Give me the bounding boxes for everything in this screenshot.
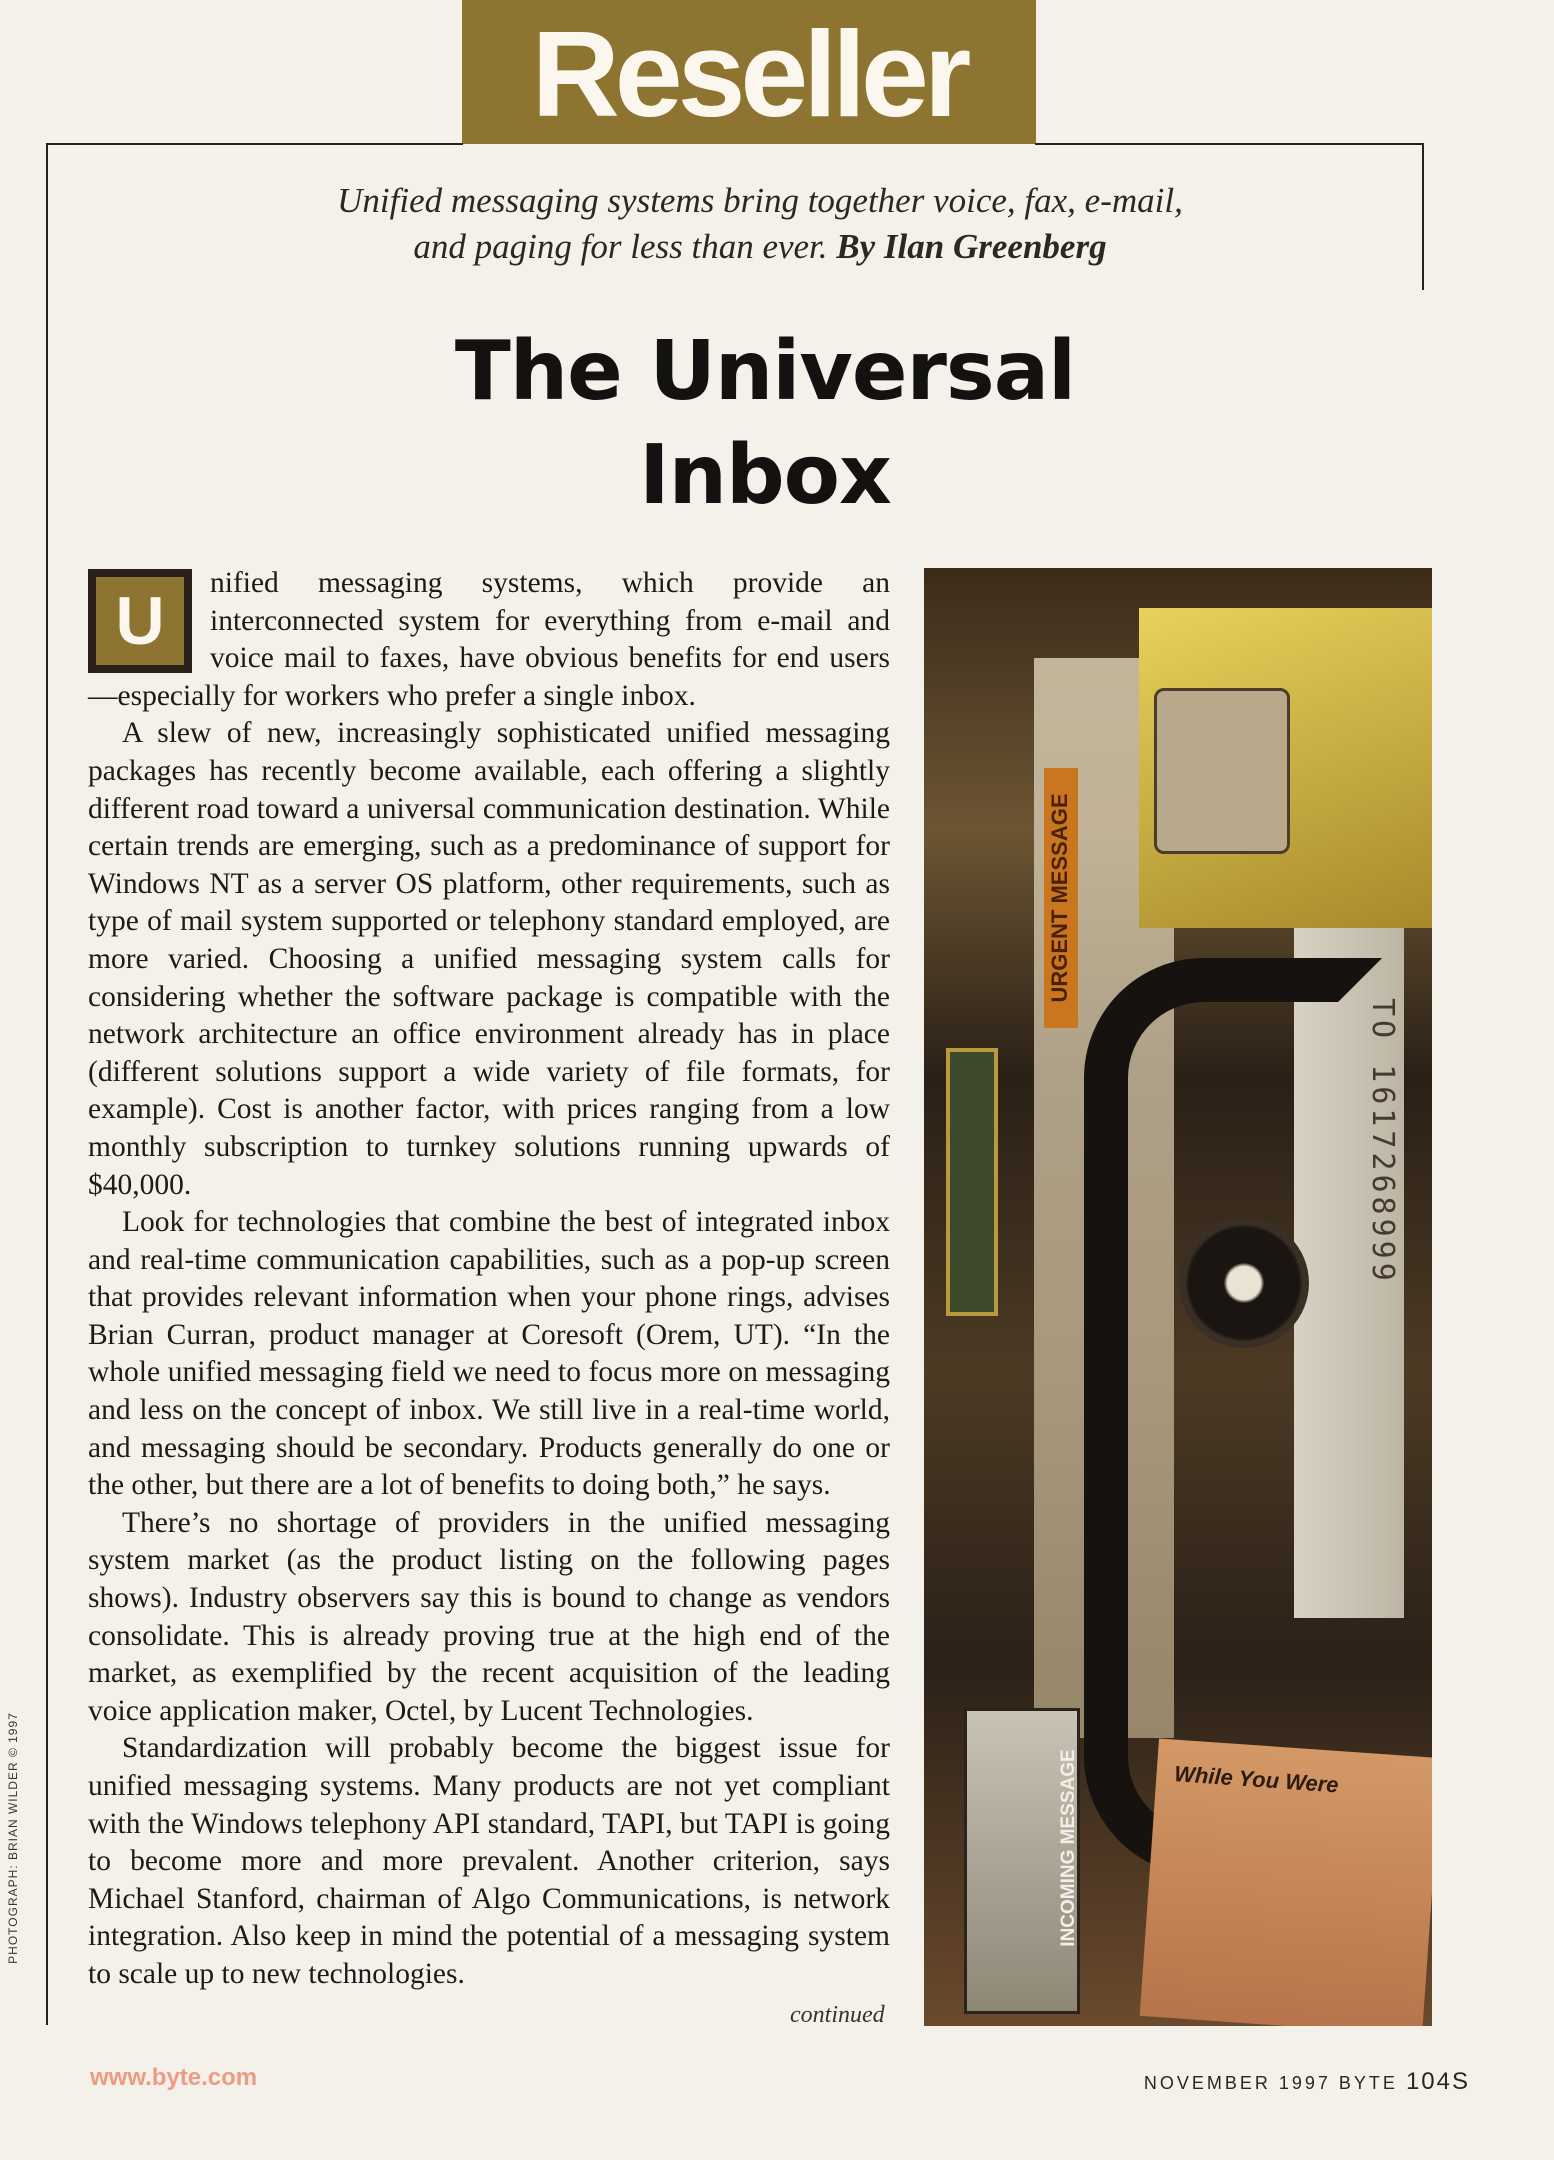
paragraph-1-text: nified messaging systems, which provide an interconnected system for everything from e-mail and voice mail to faxes, have obvious benefits for end users—especially for workers who prefer a single inbox.	[88, 567, 890, 712]
photo-note-text: While You Were	[1173, 1761, 1340, 1798]
paragraph-3: Look for technologies that combine the best of integrated inbox and real-time communication capabilities, such as a pop-up screen that provides relevant information when your phone rings, advises Brian Curran, product manager at Coresoft (Orem, UT). “In the whole unified messaging field we need to focus more on messaging and less on the concept of inbox. We still live in a real-time world, and messaging should be secondary. Products generally do one or the other, but there are a lot of benefits to doing both,” he says.	[88, 1206, 890, 1502]
drop-cap-letter: U	[96, 577, 184, 665]
headline-line-2: Inbox	[639, 428, 891, 523]
frame-rule-left	[46, 143, 48, 2025]
frame-rule-top-left	[46, 143, 463, 145]
footer-folio	[1100, 2068, 1470, 2096]
byline: By Ilan Greenberg	[836, 227, 1107, 266]
photo-urgent-label: URGENT MESSAGE	[1047, 793, 1072, 1003]
continued-label: continued	[790, 2002, 885, 2028]
photo-serial-connector	[1154, 688, 1290, 854]
photo-tape-reel	[1179, 1218, 1309, 1348]
folio-text: NOVEMBER 1997 BYTE	[1143, 2073, 1398, 2093]
paragraph-4: There’s no shortage of providers in the unified messaging system market (as the product listing on the following pages shows). Industry observers say this is bound to change as vendors consolidate. This is already proving true at the high end of the market, as exemplified by the recent acquisition of the leading voice application maker, Octel, by Lucent Technologies.	[88, 1506, 890, 1727]
deck-line-1: Unified messaging systems bring together voice, fax, e-mail,	[337, 181, 1183, 220]
photo-tape-text: TO 1617268999	[1365, 998, 1400, 1285]
frame-rule-right	[1422, 143, 1424, 290]
deck-line-2	[260, 224, 1260, 270]
footer-url: www.byte.com	[90, 2064, 258, 2091]
section-banner: Reseller	[462, 0, 1036, 144]
photo-memory-chip	[946, 1048, 998, 1316]
headline-line-1: The Universal	[454, 324, 1076, 419]
paragraph-5: Standardization will probably become the biggest issue for unified messaging systems. Many products are not yet compliant with the Windows telephony API standard, TAPI, but TAPI is going to become more and more prevalent. Another criterion, says Michael Stanford, chairman of Algo Communications, is network integration. Also keep in mind the potential of a messaging system to scale up to new technologies.	[88, 1732, 890, 1990]
photo-credit: PHOTOGRAPH: BRIAN WILDER © 1997	[6, 1712, 20, 1964]
article-body	[88, 565, 890, 1994]
frame-rule-top-right	[1035, 143, 1424, 145]
article-deck	[260, 178, 1260, 270]
article-headline	[300, 320, 1230, 528]
article-photo	[924, 568, 1432, 2026]
page-number: 104S	[1405, 2068, 1470, 2095]
photo-telephone-handset	[1084, 958, 1382, 1876]
paragraph-1	[88, 565, 890, 715]
photo-cassette-label: INCOMING MESSAGE	[1058, 1749, 1079, 1947]
deck-line-2-text: and paging for less than ever.	[413, 227, 828, 266]
paragraph-2: A slew of new, increasingly sophisticated unified messaging packages has recently become available, each offering a slightly different road toward a universal communication destination. While certain trends are emerging, such as a predominance of support for Windows NT as a server OS platform, other requirements, such as type of mail system supported or telephony standard employed, are more varied. Choosing a unified messaging system calls for considering whether the software package is compatible with the network architecture an office environment already has in place (different solutions support a wide variety of file formats, for example). Cost is another factor, with prices ranging from a low monthly subscription to turnkey solutions running upwards of $40,000.	[88, 717, 890, 1201]
drop-cap	[88, 569, 192, 673]
